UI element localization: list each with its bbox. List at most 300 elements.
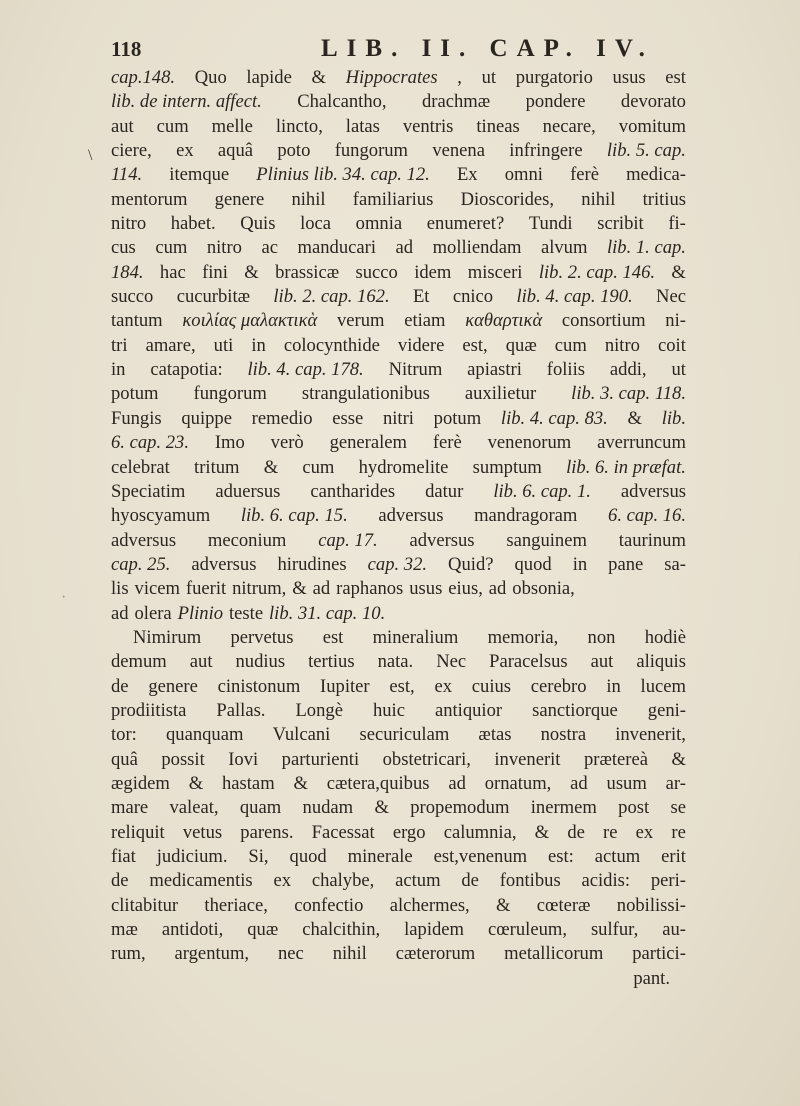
reference-text: Hippocrates [345, 67, 438, 88]
word: adversus [409, 529, 475, 551]
text-line [111, 163, 686, 187]
word: mandragoram [474, 505, 578, 527]
reference-text: 6. cap. 23. [111, 432, 189, 454]
word: securiculam [359, 724, 450, 746]
word: eius, [448, 578, 483, 600]
word: Quis [240, 213, 276, 235]
word: & [496, 894, 511, 916]
text-line [111, 650, 686, 674]
word: Nimirum [133, 626, 202, 648]
reference-text: Plinius lib. 34. cap. 12. [256, 164, 430, 186]
reference-text: 6. cap. 16. [608, 505, 686, 527]
word: venena [432, 140, 485, 162]
word: itemque [169, 164, 230, 186]
text-line [111, 431, 686, 455]
word: possit [161, 748, 205, 770]
word: melle [211, 115, 253, 137]
word: potum [433, 407, 482, 429]
word: cus [111, 237, 136, 259]
word: ergo [392, 821, 426, 843]
word: mentorum [111, 188, 188, 210]
word: pondere [525, 91, 586, 113]
word: se [670, 797, 686, 819]
word: olera [134, 602, 172, 624]
word: inermem [530, 797, 597, 819]
text-line [111, 309, 686, 333]
word: apiastri [467, 359, 522, 381]
word: cucurbitæ [176, 286, 251, 308]
word: poto [277, 140, 311, 162]
word: sanctiorque [532, 699, 618, 721]
word: chalybe, [311, 870, 375, 892]
word: peri- [650, 870, 686, 892]
word: quâ [111, 748, 138, 770]
word: cœruleum, [487, 919, 567, 941]
word: Vulcani [272, 724, 331, 746]
word: confectio [294, 894, 364, 916]
word: genere [214, 188, 265, 210]
word: catapotia: [150, 359, 223, 381]
word: cantharides [310, 480, 396, 502]
word: potum [111, 383, 159, 405]
text-line [111, 894, 686, 918]
word: clitabitur [111, 894, 179, 916]
word: mare [111, 797, 149, 819]
word: fungorum [334, 140, 409, 162]
word: actum [395, 870, 441, 892]
word: lis [111, 578, 129, 600]
word: demum [111, 651, 167, 673]
word: hirudines [277, 553, 347, 575]
word: obstetricari, [382, 748, 471, 770]
word: memoria, [487, 626, 559, 648]
word: manducari [297, 237, 376, 259]
running-title: LIB. II. CAP. IV. [321, 35, 654, 62]
word: obsonia, [512, 578, 575, 600]
word: Quo [194, 67, 227, 88]
text-line [111, 602, 686, 626]
word: uti [213, 334, 234, 356]
word: invenerit, [615, 724, 686, 746]
text-line [111, 504, 686, 528]
word: Iupiter [320, 675, 370, 697]
text-line [111, 236, 686, 260]
word: invenerit [494, 748, 561, 770]
word: addi, [609, 359, 647, 381]
text-line [111, 967, 686, 991]
word: adversus [378, 505, 444, 527]
reference-text: cap. 32. [367, 553, 428, 575]
word: Chalcantho, [297, 91, 387, 113]
word: & [244, 261, 259, 283]
word: ornatum, [484, 772, 552, 794]
word: succo [355, 261, 398, 283]
word: quæ [505, 334, 537, 356]
word: verò [270, 432, 304, 454]
word: pant. [633, 967, 670, 989]
word: cum [554, 334, 587, 356]
word: Nitrum [388, 359, 443, 381]
word: Nec [656, 286, 686, 308]
word: alchermes, [389, 894, 470, 916]
word: ciere, [111, 140, 152, 162]
word: foliis [546, 359, 586, 381]
word: succo [111, 286, 154, 308]
word: tertius [308, 651, 355, 673]
word: Imo [214, 432, 245, 454]
word: ut [481, 67, 497, 88]
word: parturienti [281, 748, 360, 770]
word: latas [345, 115, 380, 137]
word: averruncum [597, 432, 686, 454]
word: ferè [570, 164, 599, 186]
word: verum [336, 310, 385, 332]
reference-text: lib. 2. cap. 146. [538, 261, 656, 283]
text-line [111, 942, 686, 966]
word: usus [409, 578, 443, 600]
word: est, [389, 675, 415, 697]
reference-text: κοιλίας μαλακτικὰ [182, 310, 318, 332]
word: quam [239, 797, 282, 819]
word: vicem [134, 578, 180, 600]
word: sumptum [472, 456, 542, 478]
word: & [671, 748, 686, 770]
word: sanguinem [506, 529, 587, 551]
reference-text: lib. 6. in præfat. [566, 456, 686, 478]
reference-text: lib. 4. cap. 178. [247, 359, 364, 381]
word: judicium. [156, 846, 228, 867]
word: ar- [665, 772, 686, 794]
word: infringere [509, 140, 583, 162]
word: hydromelite [358, 456, 449, 478]
page-header [111, 34, 681, 64]
word: nitrum, [232, 578, 287, 600]
word: sa- [664, 553, 686, 575]
word: amare, [145, 334, 196, 356]
word: Longè [295, 699, 343, 721]
word: Quid? [448, 553, 494, 575]
word: tantum [111, 310, 163, 332]
word: metallicorum [504, 943, 604, 965]
word: omni [504, 164, 543, 186]
text-line [111, 66, 686, 90]
word: argentum, [174, 943, 250, 965]
word: fi- [668, 213, 686, 235]
word: lincto, [275, 115, 323, 137]
word: theriace, [204, 894, 268, 916]
text-line [111, 748, 686, 772]
reference-text: cap. 25. [111, 553, 171, 575]
word: propemodum [410, 797, 510, 819]
word: Fungis [111, 407, 162, 429]
word: quod [289, 846, 327, 867]
word: idem [414, 261, 452, 283]
word: generalem [329, 432, 407, 454]
word: prætereà [583, 748, 648, 770]
word: tri [111, 334, 128, 356]
word: & [188, 772, 204, 794]
word: ventris [402, 115, 454, 137]
word: medicamentis [149, 870, 253, 892]
word: fungorum [193, 383, 267, 405]
text-line [111, 382, 686, 406]
reference-text: 184. [111, 261, 144, 283]
text-line [111, 796, 686, 820]
word: Et [412, 286, 430, 308]
word: pervetus [230, 626, 294, 648]
word: necare, [542, 115, 596, 137]
word: cum [156, 115, 189, 137]
word: minerale [347, 846, 413, 867]
word: in [606, 675, 621, 697]
word: antiquior [434, 699, 503, 721]
word: tor: [111, 724, 137, 746]
word: au- [662, 919, 686, 941]
reference-text: lib. 2. cap. 162. [273, 286, 390, 308]
word: calumnia, [443, 821, 517, 843]
text-line [111, 261, 686, 285]
word: est [322, 626, 344, 648]
text-line [111, 334, 686, 358]
text-line [111, 139, 686, 163]
word: meconium [207, 529, 287, 551]
word: hyoscyamum [111, 505, 211, 527]
word: Tundi [528, 213, 573, 235]
word: ad [312, 578, 331, 600]
word: nitro [111, 213, 147, 235]
word: omnia [355, 213, 403, 235]
reference-text: lib. 6. cap. 1. [493, 480, 591, 502]
word: habet. [170, 213, 216, 235]
word: fiat [111, 846, 136, 867]
page-number: 118 [111, 37, 142, 61]
text-line [111, 845, 686, 869]
word: rum, [111, 943, 146, 965]
text-line [111, 285, 686, 309]
word: ex [635, 821, 654, 843]
text-line [111, 577, 686, 601]
word: aut [189, 651, 213, 673]
word: valeat, [169, 797, 219, 819]
word: ægidem [111, 772, 170, 794]
reference-text: Plinio [177, 602, 224, 624]
word: sulfur, [590, 919, 639, 941]
word: ex [273, 870, 292, 892]
word: fuerit [185, 578, 227, 600]
reference-text: lib. 4. cap. 83. [500, 407, 608, 429]
word: tritius [642, 188, 686, 210]
word: cæterorum [395, 943, 476, 965]
word: aquâ [217, 140, 254, 162]
reference-text: lib. 6. cap. 15. [240, 505, 348, 527]
word: & [311, 67, 326, 88]
word: est,venenum [433, 846, 528, 867]
text-line [111, 188, 686, 212]
word: est, [462, 334, 488, 356]
word: usus [612, 67, 646, 88]
word: & [293, 772, 308, 794]
text-line [111, 772, 686, 796]
word: acidis: [581, 870, 631, 892]
text-line [111, 115, 686, 139]
word: quanquam [165, 724, 244, 746]
word: & [263, 456, 279, 478]
text-line [111, 212, 686, 236]
word: tineas [476, 115, 520, 137]
word: cnico [452, 286, 494, 308]
word: de [567, 821, 585, 843]
text-line [111, 456, 686, 480]
word: ad [111, 602, 129, 624]
word: nudius [235, 651, 286, 673]
text-line [111, 480, 686, 504]
word: aut [590, 651, 614, 673]
word: post [618, 797, 650, 819]
word: de [461, 870, 479, 892]
word: coit [657, 334, 686, 356]
word: medica- [626, 164, 686, 186]
word: ac [261, 237, 278, 259]
word: nitro [206, 237, 242, 259]
word: & [627, 407, 642, 429]
reference-text: 114. [111, 164, 143, 186]
word: Si, [248, 846, 269, 867]
word: etiam [404, 310, 446, 332]
reference-text: lib. 1. cap. [606, 237, 686, 259]
margin-check-mark: \ [88, 147, 93, 164]
word: cuius [471, 675, 512, 697]
word: drachmæ [422, 91, 491, 113]
word: Paracelsus [489, 651, 568, 673]
reference-text: cap.148. [111, 67, 176, 88]
word: & [534, 821, 550, 843]
word: cerebro [530, 675, 587, 697]
text-line [111, 553, 686, 577]
word: quod [514, 553, 552, 575]
word: cum [155, 237, 188, 259]
margin-stain-mark: · [61, 589, 67, 606]
word: nitri [382, 407, 414, 429]
word: videre [397, 334, 445, 356]
word: nihil [332, 943, 367, 965]
word: enumeret? [426, 213, 505, 235]
word: adversus [111, 529, 177, 551]
word: quippe [181, 407, 232, 429]
word: est [665, 67, 686, 88]
reference-text: lib. 3. cap. 118. [571, 383, 686, 405]
text-line [111, 675, 686, 699]
word: hodiè [644, 626, 686, 648]
word: non [587, 626, 616, 648]
word: de [111, 870, 129, 892]
text-line [111, 626, 686, 650]
text-line [111, 869, 686, 893]
word: antidoti, [161, 919, 224, 941]
word: pane [608, 553, 644, 575]
word: mineralium [372, 626, 459, 648]
word: teste [229, 602, 264, 624]
word: Pallas. [216, 699, 266, 721]
reference-text: lib. de intern. affect. [111, 91, 262, 113]
reference-text: lib. 31. cap. 10. [269, 602, 386, 624]
word: & [671, 261, 686, 283]
word: lucem [640, 675, 686, 697]
word: nec [277, 943, 304, 965]
word: brassicæ [275, 261, 340, 283]
word: cinistonum [217, 675, 301, 697]
text-line [111, 918, 686, 942]
word: ad [570, 772, 588, 794]
word: ætas [478, 724, 512, 746]
text-line [111, 90, 686, 114]
word: datur [425, 480, 464, 502]
word: Dioscorides, [460, 188, 555, 210]
word: ni- [665, 310, 686, 332]
word: venenorum [487, 432, 572, 454]
word: genere [148, 675, 198, 697]
word: re [603, 821, 618, 843]
word: raphanos [336, 578, 404, 600]
word: familiarius [352, 188, 434, 210]
word: in [251, 334, 266, 356]
word: ut [671, 359, 686, 381]
word: ex [176, 140, 194, 162]
word: geni- [647, 699, 686, 721]
word: re [671, 821, 686, 843]
reference-text: lib. 4. cap. 190. [516, 286, 633, 308]
word: aut [111, 115, 134, 137]
word: quæ [247, 919, 279, 941]
word: colocynthide [283, 334, 380, 356]
word: ferè [432, 432, 462, 454]
body-text [111, 66, 686, 991]
word: Speciatim [111, 480, 186, 502]
word: loca [300, 213, 332, 235]
word: hastam [221, 772, 275, 794]
word: tritum [194, 456, 240, 478]
word: misceri [467, 261, 523, 283]
word: Iovi [228, 748, 259, 770]
word: est: [548, 846, 574, 867]
word: in [111, 359, 126, 381]
word: strangulationibus [301, 383, 430, 405]
word: reliquit [111, 821, 165, 843]
word: adversus [191, 553, 257, 575]
word: lapide [246, 67, 292, 88]
word: nudam [302, 797, 354, 819]
word: Ex [456, 164, 478, 186]
text-line [111, 699, 686, 723]
word: parens. [240, 821, 294, 843]
reference-text: καθαρτικὰ [465, 310, 543, 332]
reference-text: lib. [661, 407, 686, 429]
word: auxilietur [464, 383, 537, 405]
word: de [111, 675, 129, 697]
word: mæ [111, 919, 138, 941]
word: hac [159, 261, 186, 283]
text-line [111, 407, 686, 431]
reference-text: lib. 5. cap. [606, 140, 686, 162]
word: nobilissi- [616, 894, 686, 916]
word: chalcithin, [302, 919, 381, 941]
word: , [457, 67, 462, 88]
word: & [292, 578, 307, 600]
word: adversus [620, 480, 686, 502]
word: nitro [604, 334, 640, 356]
word: aliquis [636, 651, 686, 673]
word: esse [332, 407, 364, 429]
text-line [111, 723, 686, 747]
